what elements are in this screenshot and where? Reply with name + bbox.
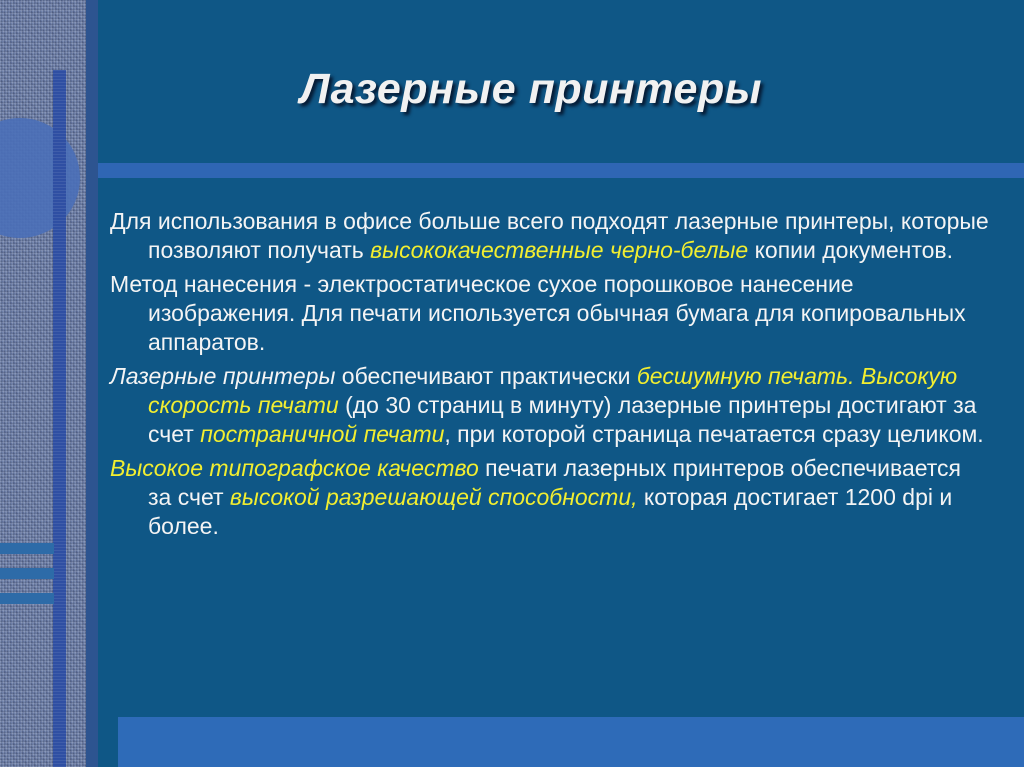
highlight-text: . <box>848 363 861 389</box>
highlight-text: Высокое типографское качество <box>110 455 479 481</box>
text-segment: (до 30 страниц в минуту) лазерные принтеры достигают за счет <box>148 392 977 447</box>
decorative-edge <box>86 0 98 767</box>
text-segment: , при которой страница печатается сразу целиком. <box>444 421 984 447</box>
highlight-text: постраничной печати <box>200 421 445 447</box>
paragraph-method <box>110 270 990 357</box>
highlight-text: высокой разрешающей способности, <box>229 484 638 510</box>
text-segment: печати лазерных принтеров обеспечивается за счет <box>148 455 962 510</box>
paragraph-speed <box>110 362 990 449</box>
text-segment: которая достигает 1200 dpi и более. <box>148 484 953 539</box>
paragraph-office-use <box>110 207 990 265</box>
decorative-bar <box>0 568 54 579</box>
highlight-text: высококачественные черно-белые <box>370 237 749 263</box>
highlight-text: Высокую скорость печати <box>148 363 958 418</box>
text-segment: Для использования в офисе больше всего подходят лазерные принтеры, которые позволяют получать <box>110 208 989 263</box>
title-divider <box>98 163 1024 178</box>
footer-bar <box>118 717 1024 767</box>
paragraph-quality <box>110 454 990 541</box>
text-segment: Метод нанесения - электростатическое сухое порошковое нанесение изображения. Для печати используется обычная бумага для копировальных аппаратов. <box>110 271 966 355</box>
text-segment: копии документов. <box>748 237 954 263</box>
decorative-bar <box>0 593 54 604</box>
decorative-vertical-stripe <box>53 70 66 767</box>
slide-title: Лазерные принтеры <box>300 65 762 113</box>
slide-body <box>110 207 990 546</box>
decorative-bar <box>0 543 54 554</box>
decorative-texture-panel <box>0 0 86 767</box>
italic-text: Лазерные принтеры <box>110 363 336 389</box>
highlight-text: бесшумную печать <box>636 363 849 389</box>
text-segment: обеспечивают практически <box>335 363 637 389</box>
